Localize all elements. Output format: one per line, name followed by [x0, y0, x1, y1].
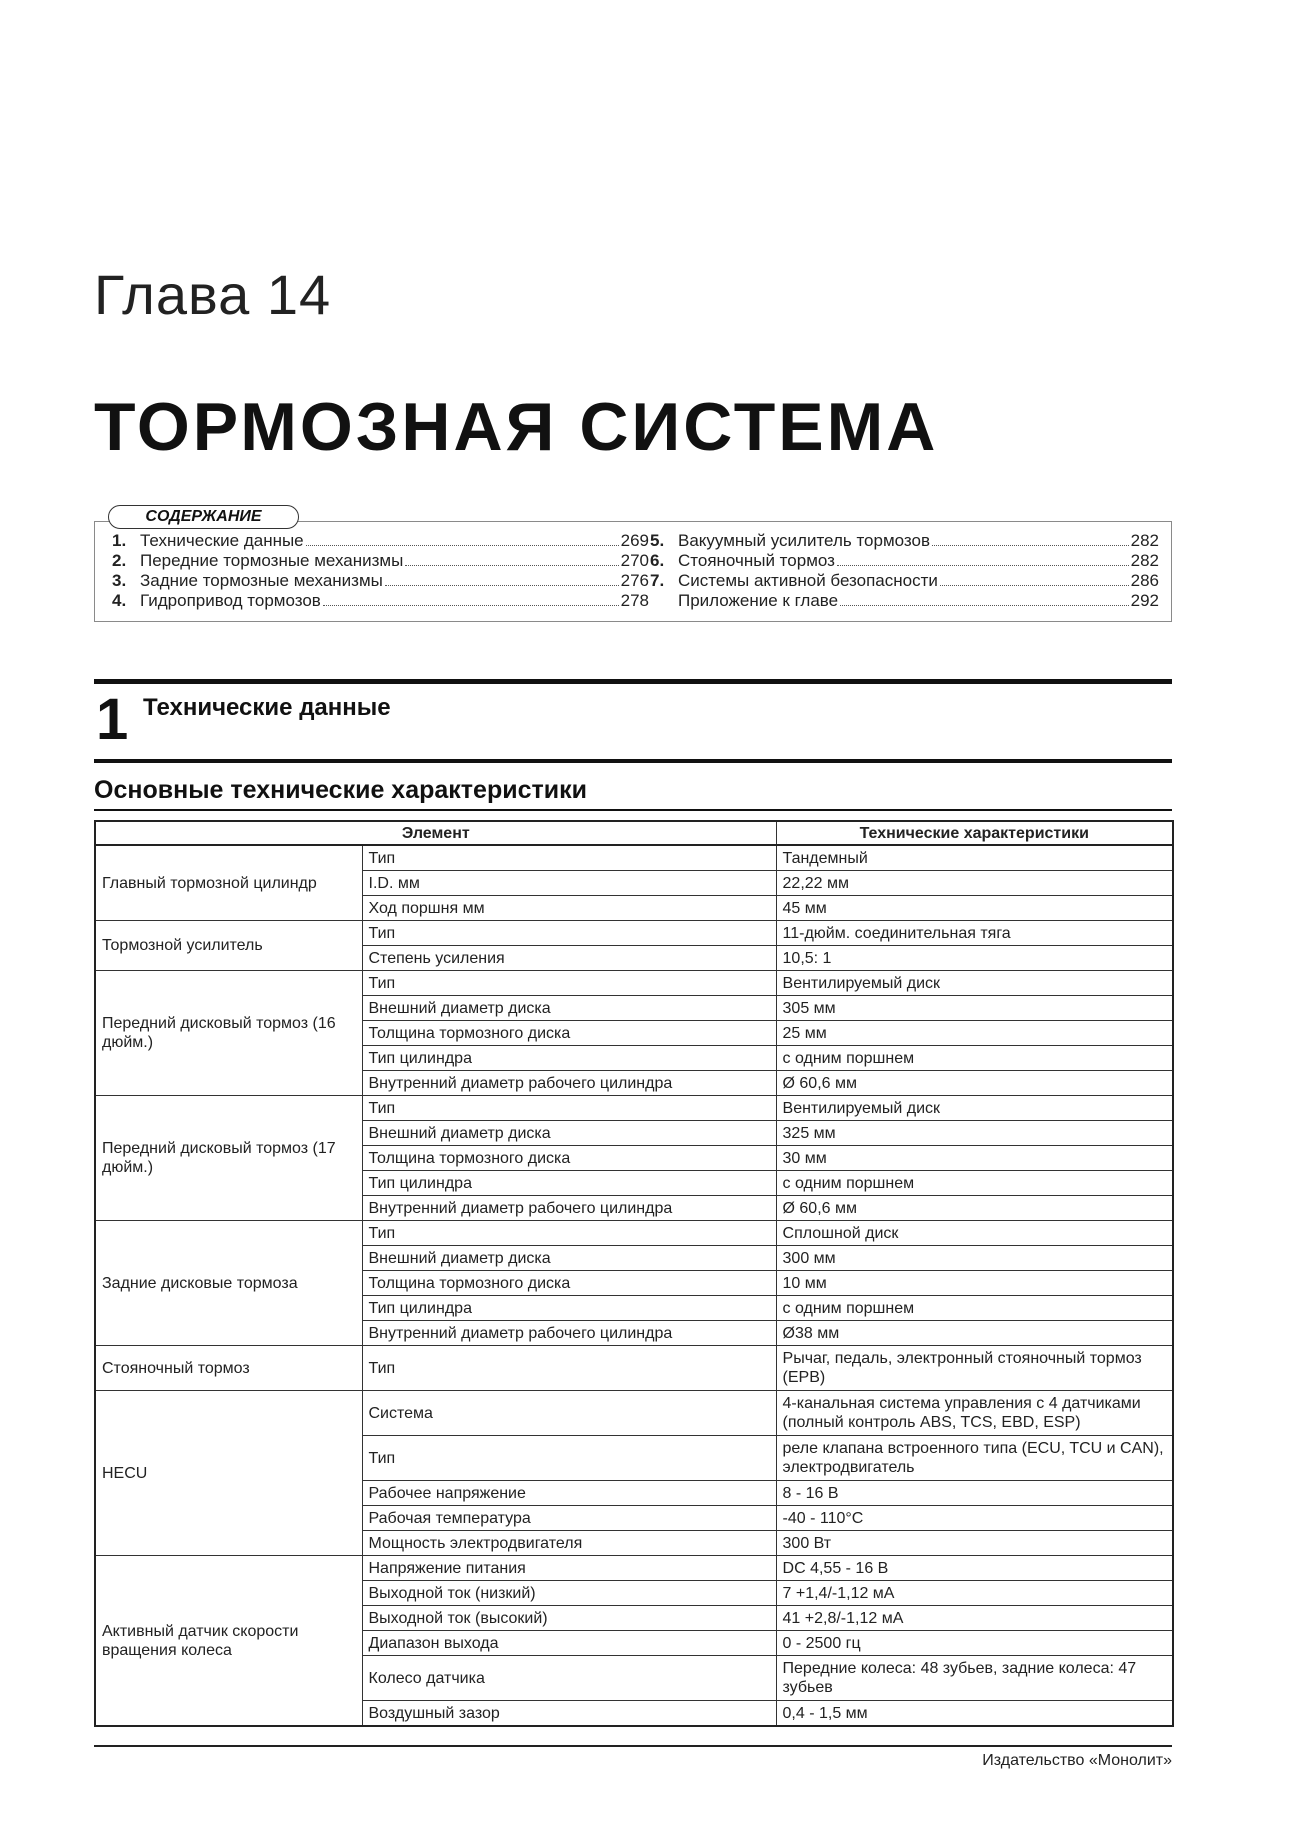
row-group-label: HECU	[95, 1391, 362, 1556]
toc-leader-dots	[840, 605, 1129, 606]
row-group-label: Стояночный тормоз	[95, 1346, 362, 1391]
toc-item-number: 3.	[112, 571, 127, 590]
toc-leader-dots	[306, 545, 619, 546]
row-param: Система	[362, 1391, 776, 1436]
row-param: Степень усиления	[362, 946, 776, 971]
row-param: Толщина тормозного диска	[362, 1146, 776, 1171]
table-row	[95, 1556, 1173, 1581]
toc-item-number: 2.	[112, 551, 127, 570]
row-param: Тип цилиндра	[362, 1171, 776, 1196]
row-param: Колесо датчика	[362, 1656, 776, 1701]
row-value: 0 - 2500 гц	[776, 1631, 1173, 1656]
row-value: 25 мм	[776, 1021, 1173, 1046]
toc-item-label: Вакуумный усилитель тормозов	[678, 531, 930, 550]
row-param: Тип	[362, 971, 776, 996]
subsection-rule	[94, 809, 1172, 811]
row-value: 300 мм	[776, 1246, 1173, 1271]
toc-item-page: 278	[620, 591, 649, 610]
toc-item	[650, 571, 1159, 591]
section-title: Технические данные	[143, 694, 391, 721]
row-param: Ход поршня мм	[362, 896, 776, 921]
row-param: Воздушный зазор	[362, 1701, 776, 1727]
toc-leader-dots	[385, 585, 619, 586]
row-param: Тип	[362, 1221, 776, 1246]
column-header-specs: Технические характеристики	[776, 821, 1173, 845]
row-param: Рабочее напряжение	[362, 1481, 776, 1506]
row-value: -40 - 110°C	[776, 1506, 1173, 1531]
toc-item-number: 6.	[650, 551, 665, 570]
toc-item	[112, 551, 649, 571]
toc-item-page: 292	[1130, 591, 1159, 610]
row-param: Тип	[362, 1436, 776, 1481]
table-row	[95, 1096, 1173, 1121]
row-param: Выходной ток (высокий)	[362, 1606, 776, 1631]
chapter-label: Глава 14	[94, 263, 332, 326]
toc-item-label: Гидропривод тормозов	[140, 591, 321, 610]
toc-item-page: 282	[1130, 551, 1159, 570]
toc-leader-dots	[932, 545, 1129, 546]
row-value: 45 мм	[776, 896, 1173, 921]
toc-item-label: Приложение к главе	[678, 591, 839, 610]
row-value: 4-канальная система управления с 4 датчиками (полный контроль ABS, TCS, EBD, ESP)	[776, 1391, 1173, 1436]
row-group-label: Главный тормозной цилиндр	[95, 845, 362, 921]
row-value: Тандемный	[776, 845, 1173, 871]
toc-leader-dots	[837, 565, 1129, 566]
row-param: Внутренний диаметр рабочего цилиндра	[362, 1071, 776, 1096]
table-row	[95, 1221, 1173, 1246]
row-value: 8 - 16 В	[776, 1481, 1173, 1506]
toc-item-page: 286	[1130, 571, 1159, 590]
row-param: Тип цилиндра	[362, 1046, 776, 1071]
table-row	[95, 1346, 1173, 1391]
row-value: 7 +1,4/-1,12 мА	[776, 1581, 1173, 1606]
row-group-label: Активный датчик скорости вращения колеса	[95, 1556, 362, 1727]
subsection-title: Основные технические характеристики	[94, 776, 587, 804]
toc-item-page: 276	[620, 571, 649, 590]
row-param: Толщина тормозного диска	[362, 1271, 776, 1296]
row-value: 11-дюйм. соединительная тяга	[776, 921, 1173, 946]
row-value: с одним поршнем	[776, 1046, 1173, 1071]
row-param: I.D. мм	[362, 871, 776, 896]
row-param: Тип	[362, 1096, 776, 1121]
row-param: Выходной ток (низкий)	[362, 1581, 776, 1606]
row-value: 22,22 мм	[776, 871, 1173, 896]
footer-rule	[94, 1745, 1172, 1747]
row-value: Ø 60,6 мм	[776, 1196, 1173, 1221]
row-value: Сплошной диск	[776, 1221, 1173, 1246]
row-param: Рабочая температура	[362, 1506, 776, 1531]
spec-table	[94, 820, 1174, 1727]
toc-item-number: 7.	[650, 571, 665, 590]
toc-item-page: 269	[620, 531, 649, 550]
row-value: 41 +2,8/-1,12 мА	[776, 1606, 1173, 1631]
column-header-element: Элемент	[95, 821, 776, 845]
row-param: Напряжение питания	[362, 1556, 776, 1581]
table-header-row	[95, 821, 1173, 845]
toc-item-label: Передние тормозные механизмы	[140, 551, 404, 570]
table-row	[95, 921, 1173, 946]
row-param: Внешний диаметр диска	[362, 1121, 776, 1146]
row-param: Тип	[362, 845, 776, 871]
row-param: Тип	[362, 921, 776, 946]
toc-item-number: 1.	[112, 531, 127, 550]
toc-leader-dots	[940, 585, 1129, 586]
toc-item	[112, 531, 649, 551]
table-row	[95, 971, 1173, 996]
row-group-label: Передний дисковый тормоз (17 дюйм.)	[95, 1096, 362, 1221]
toc-heading: СОДЕРЖАНИЕ	[108, 505, 299, 529]
row-value: Вентилируемый диск	[776, 971, 1173, 996]
toc-leader-dots	[323, 605, 619, 606]
row-value: реле клапана встроенного типа (ECU, TCU и CAN), электродвигатель	[776, 1436, 1173, 1481]
toc-item-page: 270	[620, 551, 649, 570]
toc-item	[112, 571, 649, 591]
row-value: 325 мм	[776, 1121, 1173, 1146]
row-group-label: Тормозной усилитель	[95, 921, 362, 971]
spec-table-body	[95, 845, 1173, 1726]
toc-item-label: Задние тормозные механизмы	[140, 571, 383, 590]
row-value: с одним поршнем	[776, 1296, 1173, 1321]
section-bottom-rule	[94, 759, 1172, 763]
toc-right-column	[650, 531, 1159, 611]
row-value: DC 4,55 - 16 В	[776, 1556, 1173, 1581]
row-param: Внутренний диаметр рабочего цилиндра	[362, 1321, 776, 1346]
section-top-rule	[94, 679, 1172, 684]
row-value: 300 Вт	[776, 1531, 1173, 1556]
row-value: 10 мм	[776, 1271, 1173, 1296]
row-param: Тип цилиндра	[362, 1296, 776, 1321]
toc-item-label: Системы активной безопасности	[678, 571, 938, 590]
toc-item-label: Стояночный тормоз	[678, 551, 835, 570]
row-param: Диапазон выхода	[362, 1631, 776, 1656]
toc-item	[650, 531, 1159, 551]
row-value: 10,5: 1	[776, 946, 1173, 971]
row-param: Внешний диаметр диска	[362, 1246, 776, 1271]
toc-item	[650, 551, 1159, 571]
footer-publisher: Издательство «Монолит»	[982, 1752, 1172, 1769]
row-param: Внутренний диаметр рабочего цилиндра	[362, 1196, 776, 1221]
row-value: Рычаг, педаль, электронный стояночный тормоз (EPB)	[776, 1346, 1173, 1391]
table-row	[95, 845, 1173, 871]
row-value: Передние колеса: 48 зубьев, задние колеса: 47 зубьев	[776, 1656, 1173, 1701]
row-param: Толщина тормозного диска	[362, 1021, 776, 1046]
row-value: с одним поршнем	[776, 1171, 1173, 1196]
row-group-label: Передний дисковый тормоз (16 дюйм.)	[95, 971, 362, 1096]
toc-item	[650, 591, 1159, 611]
toc-item-number: 4.	[112, 591, 127, 610]
row-value: Ø38 мм	[776, 1321, 1173, 1346]
toc-left-column	[112, 531, 649, 611]
toc-leader-dots	[405, 565, 618, 566]
toc-item-page: 282	[1130, 531, 1159, 550]
table-row	[95, 1391, 1173, 1436]
row-group-label: Задние дисковые тормоза	[95, 1221, 362, 1346]
toc-item-number: 5.	[650, 531, 665, 550]
toc-item	[112, 591, 649, 611]
row-value: 30 мм	[776, 1146, 1173, 1171]
row-value: Ø 60,6 мм	[776, 1071, 1173, 1096]
row-param: Тип	[362, 1346, 776, 1391]
chapter-title: ТОРМОЗНАЯ СИСТЕМА	[94, 389, 939, 465]
row-param: Мощность электродвигателя	[362, 1531, 776, 1556]
row-value: 0,4 - 1,5 мм	[776, 1701, 1173, 1727]
row-value: 305 мм	[776, 996, 1173, 1021]
section-number: 1	[96, 687, 129, 752]
row-value: Вентилируемый диск	[776, 1096, 1173, 1121]
toc-item-label: Технические данные	[140, 531, 304, 550]
row-param: Внешний диаметр диска	[362, 996, 776, 1021]
